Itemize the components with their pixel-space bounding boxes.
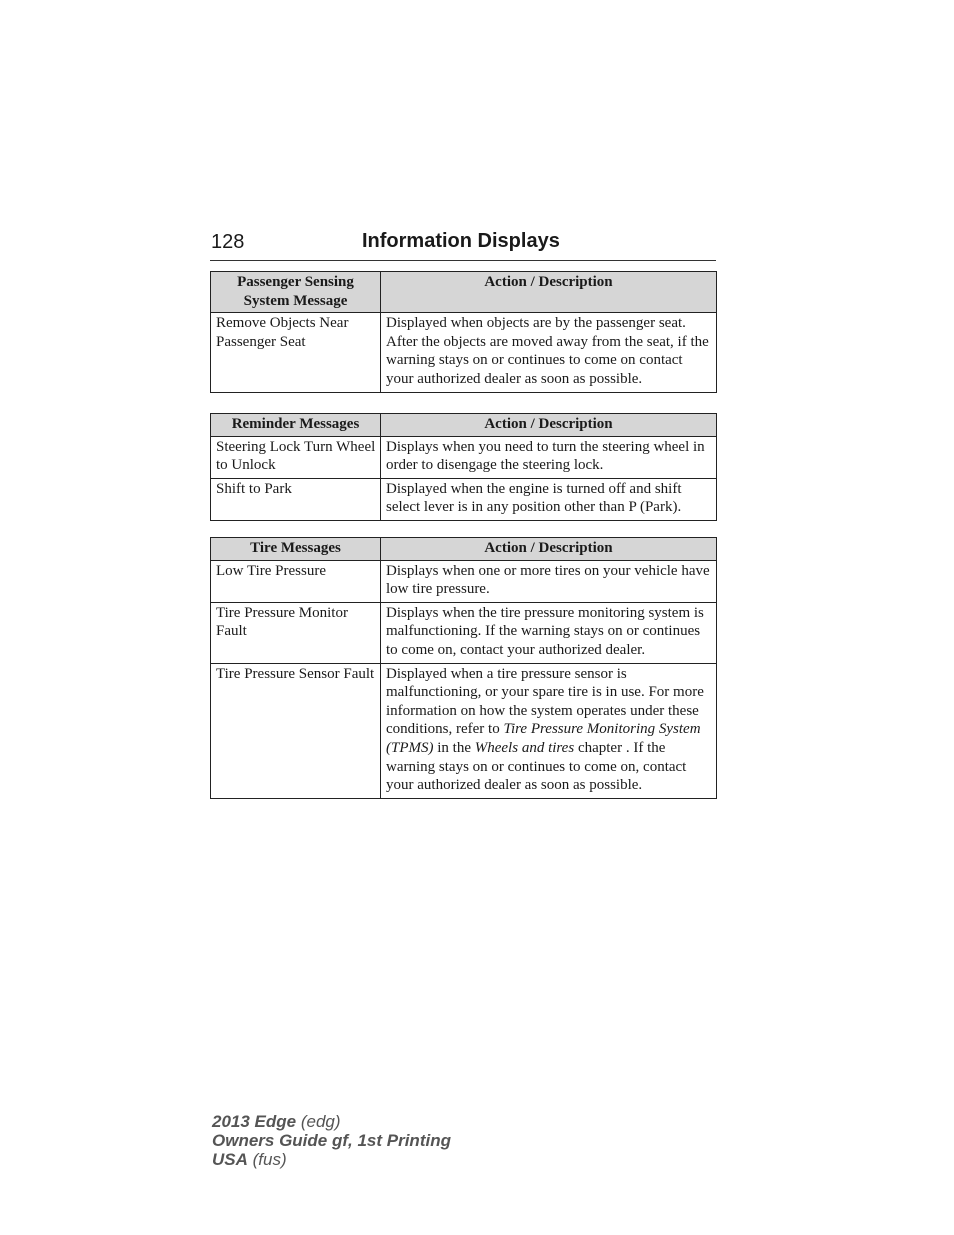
description-cell (381, 663, 717, 798)
description-cell: Displays when you need to turn the steering wheel in order to disengage the steering lock. (381, 436, 717, 478)
table-row (211, 560, 717, 602)
table-row (211, 602, 717, 663)
page-number: 128 (211, 231, 245, 253)
message-cell: Low Tire Pressure (211, 560, 381, 602)
reminder-messages-table (210, 413, 717, 521)
message-cell: Tire Pressure Monitor Fault (211, 602, 381, 663)
table-header-row (211, 272, 717, 313)
tpms-reference: Tire Pressure Monitoring System (TPMS) (386, 721, 701, 756)
footer-line-region (212, 1150, 451, 1169)
wheels-and-tires-reference: Wheels and tires (474, 739, 575, 756)
column-header-message: Tire Messages (211, 538, 381, 561)
page-title: Information Displays (362, 230, 560, 252)
table-row (211, 436, 717, 478)
column-header-description: Action / Description (381, 272, 717, 313)
message-cell: Steering Lock Turn Wheel to Unlock (211, 436, 381, 478)
footer-model: 2013 Edge (212, 1112, 297, 1131)
table-header-row (211, 414, 717, 437)
column-header-description: Action / Description (381, 538, 717, 561)
footer-line-guide (212, 1131, 451, 1150)
footer-model-code: (edg) (296, 1112, 341, 1131)
footer-region-code: (fus) (247, 1150, 287, 1169)
table-row (211, 663, 717, 798)
table-header-row (211, 538, 717, 561)
column-header-message: Passenger Sensing System Message (211, 272, 381, 313)
description-cell: Displays when one or more tires on your vehicle have low tire pressure. (381, 560, 717, 602)
page-footer (212, 1112, 451, 1169)
tire-messages-table (210, 537, 717, 799)
column-header-message: Reminder Messages (211, 414, 381, 437)
description-cell: Displayed when objects are by the passenger seat. After the objects are moved away from the seat, if the warning stays on or continues to come on contact your authorized dealer as soon as possible. (381, 313, 717, 392)
footer-line-model (212, 1112, 451, 1131)
message-cell: Tire Pressure Sensor Fault (211, 663, 381, 798)
description-text: Displayed when a tire pressure sensor is malfunctioning, or your spare tire is in use. For more information on how the system operates under these conditions, refer to (386, 665, 704, 738)
table-row (211, 313, 717, 392)
column-header-description: Action / Description (381, 414, 717, 437)
message-cell: Shift to Park (211, 478, 381, 520)
passenger-sensing-table (210, 271, 717, 393)
footer-guide: Owners Guide gf, 1st Printing (212, 1131, 451, 1150)
description-text: chapter . If the warning stays on or continues to come on, contact your authorized dealer as soon as possible. (386, 739, 687, 794)
message-cell: Remove Objects Near Passenger Seat (211, 313, 381, 392)
description-cell: Displayed when the engine is turned off and shift select lever is in any position other than P (Park). (381, 478, 717, 520)
page-header (210, 230, 716, 261)
description-cell: Displays when the tire pressure monitoring system is malfunctioning. If the warning stays on or continues to come on, contact your authorized dealer. (381, 602, 717, 663)
table-row (211, 478, 717, 520)
description-text: in the (433, 739, 475, 756)
footer-region: USA (212, 1150, 248, 1169)
